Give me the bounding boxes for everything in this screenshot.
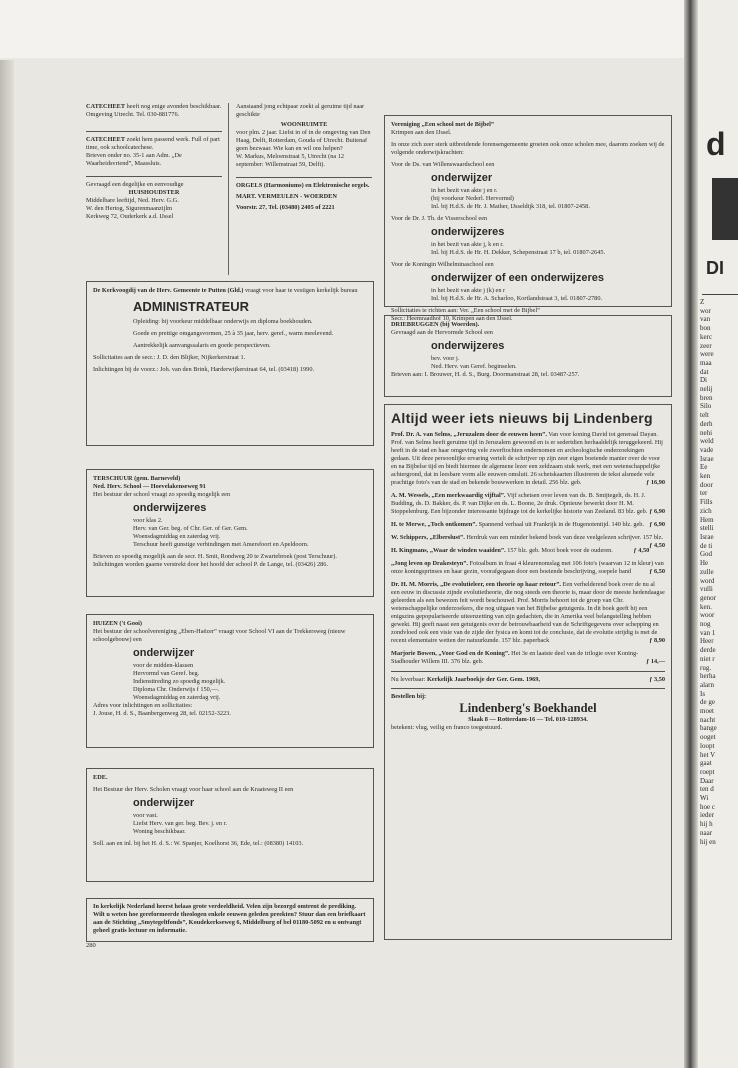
book-price: ƒ 6,50 (649, 568, 665, 575)
right-page-fragment (698, 0, 738, 1068)
ad-huishoudster-title: HUISHOUDSTER (128, 189, 180, 196)
right-page-line: vulli (700, 585, 713, 594)
book-price: ƒ 8,90 (649, 637, 665, 644)
right-page-line: were (700, 350, 714, 359)
right-page-line: word (700, 576, 715, 585)
ad-lindenberg-boekhandel: Altijd weer iets nieuws bij Lindenberg Prof. Dr. A. van Selms, „Jeruzalem door de eeuwen heen”. Van voor koning David tot generaal Dayan. Prof. van Selms heeft geruime tijd in Jeruzalem gewoond en is er sedertdien herhaaldelijk teruggekeerd. Hij heeft in de stad en haar omgeving vele zwerftochten ondernomen en archeologische onderzoekingen gedaan. Uit deze persoonlijke ervaring vertelt de schrijver op zijn zeer eigen boeiende manier over de voor en na Bijbelse tijd en biedt hiermee de algemene lezer een zeldzaam stuk werk, met een wetenschappelijke achtergrond, dat in leesbare vorm alle eeuwen omsluit. 26 schetskaarten illustreren de tekst alsmede vele prachtige foto's van de stad en bekende bouwwerken in detail. 256 blz. geb. ƒ 16,90 A. M. Wessels, „Een merkwaardig vijftal”. Vijf schetsen over leven van ds. B. Smijtegelt, ds. H. J. Budding, ds. D. Bakker, ds. P. van Dijke en ds. L. Boone, 2e druk. Opnieuw bewerkt door H. M. Stoppelenburg. Een bijzonder interessante bijdrage tot de kerkelijke historie van Zeeland. 83 blz. geb. ƒ 6,90 H. te Merwe, „Toch ontkomen”. Spannend verhaal uit Frankrijk in de Hugenotentijd. 140 blz. geb. ƒ 6,90 W. Schippers, „Elberslust”. Herdruk van een minder bekend boek van deze veelgelezen schrijver. 157 blz. ƒ 4,50 H. Kingmans, „Waar de winden waaiden”. 157 blz. geb. Mooi boek voor de ouderen. ƒ 4,50 „Jong leven op Drakesteyn”. Fotoalbum in fraai 4 kleurenomslag met 106 foto's (waarvan 12 in kleur) van onze koningsprinses en haar gezin, voorafgegaan door een boeiende beschrijving, soepele band ƒ 6,50 Dr. H. M. Morris, „De evolutieleer, een theorie op haar retour”. Een verhelderend boek over de nu al een eeuw in discussie zijnde evolutietheorie, die nog steeds een theorie is, maar door de meeste hedendaagse geleerden als een bewezen feit wordt beschouwd. Prof. Morris behoort tot de groep van Chr. wetenschappelijke onderzoekers, die nog uitgaan van het Bijbelse getuigenis. In dit boek geeft hij een enigszins gepopulariseerde uiteenzetting van zijn gedachten, die in Amerika veel belangstelling hebben gewekt. Hij geeft naast een getuigenis over de betrouwbaarheid van de Schriftgegevens over schepping en zondvloed ook een visie van de zijde der fysica en komt tot de conclusie, dat de evolutie strijdig is met de recent elementaire wetten der natuurkunde. 157 blz. paperback ƒ 8,90 Marjorie Bowen, „Voor God en de Koning”. Het 3e en laatste deel van de trilogie over Koning-Stadhouder Willem III. 376 blz. geb. ƒ 14,— Nu leverbaar: Kerkelijk Jaarboekje der Ger. Gem. 1969, ƒ 3,50 Bestellen bij: Lindenberg's Boekhandel Slaak 8 — Rotterdam-16 — Tel. 010-128934. betekent: vlug, veilig en franco toegestuurd. (384, 404, 672, 940)
ad-orgels-name: MART. VERMEULEN - WOERDEN (236, 193, 337, 200)
right-page-line: nehi (700, 428, 713, 437)
right-page-line: roept (700, 767, 715, 776)
right-page-line: stelli (700, 524, 714, 533)
lindenberg-book-item: H. te Merwe, „Toch ontkomen”. Spannend verhaal uit Frankrijk in de Hugenotentijd. 140 blz. geb. ƒ 6,90 (391, 521, 665, 528)
right-page-line: Ee (700, 463, 708, 472)
right-page-line: alarn (700, 680, 714, 689)
ad-putten-administrateur: De Kerkvoogdij van de Herv. Gemeente te Putten (Gld.) vraagt voor haar te vestigen kerkelijk bureau ADMINISTRATEUR Opleiding: bij voorkeur middelbaar onderwijs en diploma boekhouden. Goede en prettige omgangsvormen, 25 à 35 jaar, herv. geref., warm meelevend. Aantrekkelijk aanvangssalaris en goede perspectieven. Sollicitaties aan de secr.: J. D. den Blijker, Nijkerkerstraat 1. Inlichtingen bij de voorz.: Joh. van den Brink, Harderwijkerstraat 64, tel. (03418) 1990. (86, 281, 374, 446)
right-page-subheading: DI (706, 258, 724, 278)
right-page-line: wor (700, 306, 711, 315)
right-page-line: zulle (700, 567, 714, 576)
right-page-line: gaat (700, 759, 712, 768)
right-page-line: kerc (700, 332, 713, 341)
ad-putten-p4: Sollicitaties aan de secr.: J. D. den Blijker, Nijkerkerstraat 1. (93, 354, 246, 361)
small-ads-col2 (236, 103, 372, 212)
right-page-line: Heer (700, 637, 714, 646)
scan-top-margin (0, 0, 738, 58)
ad-putten-p3: Aantrekkelijk aanvangssalaris en goede perspectieven. (133, 342, 271, 349)
right-page-line: dat (700, 367, 709, 376)
right-page-line: loopt (700, 741, 715, 750)
ad-terschuur-title: onderwijzeres (133, 502, 207, 514)
lindenberg-shop-address: Slaak 8 — Rotterdam-16 — Tel. 010-128934. (468, 716, 588, 723)
ad-catecheet-2-brieven: Brieven onder no. 35-1 aan Adm. „De Waarheidsvriend”, Maassluis. (86, 152, 182, 167)
ad-catecheet-1: CATECHEET heeft nog enige avonden beschikbaar. Omgeving Utrecht. Tel. 030-881776. (86, 103, 222, 118)
right-page-line: door (700, 480, 713, 489)
right-page-heading: d (706, 126, 726, 162)
book-price: ƒ 14,— (646, 658, 665, 665)
ad-catecheet-2: CATECHEET zoekt hem passend werk. Full of part time, ook schoolcatechese. (86, 136, 220, 151)
ad-driebruggen-title: onderwijzeres (431, 340, 505, 352)
right-page-line: rug. (700, 663, 712, 672)
lindenberg-title: Altijd weer iets nieuws bij Lindenberg (391, 410, 653, 426)
lindenberg-book-item: H. Kingmans, „Waar de winden waaiden”. 157 blz. geb. Mooi boek voor de ouderen. ƒ 4,50 (391, 547, 650, 554)
lindenberg-book-item: W. Schippers, „Elberslust”. Herdruk van een minder bekend boek van deze veelgelezen schrijver. 157 blz. ƒ 4,50 (391, 534, 665, 549)
right-page-line: ieder (700, 811, 714, 820)
ad-huishoudster-line: Middelbare leeftijd, Ned. Herv. G.G. (86, 197, 179, 204)
right-page-line: zeer (700, 341, 712, 350)
book-price: ƒ 6,90 (649, 521, 665, 528)
right-page-line: Israe (700, 454, 714, 463)
ad-huishoudster-line: Kerkweg 72, Ouderkerk a.d. IJssel (86, 213, 174, 220)
right-page-line: de ge (700, 698, 715, 707)
right-page-line: nacht (700, 715, 716, 724)
column-divider (228, 103, 229, 275)
right-page-line: Fills (700, 498, 713, 507)
ad-putten-title: ADMINISTRATEUR (133, 299, 250, 314)
ad-woonruimte-intro: Aanstaand jong echtpaar zoekt al geruime tijd naar geschikte (236, 103, 365, 118)
right-page-line: Israe (700, 532, 714, 541)
right-page-line: God (700, 550, 713, 559)
lindenberg-book-item: „Jong leven op Drakesteyn”. Fotoalbum in fraai 4 kleurenomslag met 106 foto's (waarvan 12 in kleur) van onze koningsprinses en haar gezin, voorafgegaan door een boeiende beschrijving, soepele band ƒ 6,50 (391, 560, 665, 575)
small-ads-col1 (86, 103, 222, 221)
right-page-line: bren (700, 393, 713, 402)
lindenberg-book-item: Marjorie Bowen, „Voor God en de Koning”. Het 3e en laatste deel van de trilogie over Koning-Stadhouder Willem III. 376 blz. geb. ƒ 14,— (391, 650, 665, 665)
right-page-line: bange (700, 724, 717, 733)
ad-woonruimte-text: voor plm. 2 jaar. Liefst in of in de omgeving van Den Haag, Delft, Rotterdam, Gouda of Utrecht. Buitenaf geen bezwaar. Wie kan en wil ons helpen? (236, 129, 371, 152)
right-page-line: woor (700, 611, 715, 620)
right-page-line: He (700, 559, 709, 568)
right-page-line: ken. (700, 602, 712, 611)
book-price: ƒ 4,50 (633, 547, 650, 554)
lindenberg-book-list (391, 431, 665, 666)
ad-krimpen-title-3: onderwijzer of een onderwijzeres (431, 272, 604, 284)
right-page-line: hij h (700, 820, 713, 829)
ad-driebruggen: DRIEBRUGGEN (bij Woerden). Gevraagd aan de Hervormde School een onderwijzeres bev. voor j. Ned. Herv. van Geref. beginselen. Brieven aan: I. Brouwer, H. d. S., Burg. Doormanstraat 28, tel. 03487-257. (384, 315, 672, 397)
right-page-line: telt (700, 411, 709, 420)
ad-orgels-address: Voorstr. 27, Tel. (03480) 2405 of 2221 (236, 204, 335, 211)
ad-putten-p2: Goede en prettige omgangsvormen, 25 à 35 jaar, herv. geref., warm meelevend. (133, 330, 334, 337)
right-page-line: ooget (700, 733, 716, 742)
right-page-line: naar (700, 828, 713, 837)
right-page-line: Di (700, 376, 707, 385)
lindenberg-book-item: A. M. Wessels, „Een merkwaardig vijftal”. Vijf schetsen over leven van ds. B. Smijtegelt, ds. H. J. Budding, ds. D. Bakker, ds. P. van Dijke en ds. L. Boone, 2e druk. Opnieuw bewerkt door H. M. Stoppelenburg. Een bijzonder interessante bijdrage tot de kerkelijke historie van Zeeland. 83 blz. geb. ƒ 6,90 (391, 492, 665, 515)
right-page-line: Daar (700, 776, 714, 785)
right-page-line: ken (700, 472, 711, 481)
right-page-line: weld (700, 437, 714, 446)
right-page-line: hij en (700, 837, 716, 846)
right-page-line: het V (700, 750, 716, 759)
right-page-line: de ti (700, 541, 713, 550)
right-page-line: niet r (700, 654, 715, 663)
book-price: ƒ 4,50 (649, 542, 665, 549)
ad-ede-title: onderwijzer (133, 797, 195, 809)
right-page-text (700, 298, 717, 846)
right-page-line: Z (700, 298, 705, 306)
lindenberg-shop-name: Lindenberg's Boekhandel (459, 701, 597, 715)
lindenberg-book-item: Dr. H. M. Morris, „De evolutieleer, een theorie op haar retour”. Een verhelderend boek over de nu al een eeuw in discussie zijnde evolutietheorie, die nog steeds een theorie is, maar door de meeste hedendaagse geleerden als een bewezen feit wordt beschouwd. Prof. Morris behoort tot de groep van Chr. wetenschappelijke onderzoekers, die nog uitgaan van het Bijbelse getuigenis. In dit boek geeft hij een enigszins gepopulariseerde uiteenzetting van zijn gedachten, die in Amerika veel belangstelling hebben gewekt. Hij geeft naast een getuigenis over de betrouwbaarheid van de Schriftgegevens over schepping en zondvloed ook een visie van de zijde der fysica en komt tot de conclusie, dat de evolutie strijdig is met de recent elementaire wetten der natuurkunde. 157 blz. paperback ƒ 8,90 (391, 581, 665, 644)
right-page-line: bon (700, 324, 711, 333)
right-page-line: nog (700, 620, 711, 629)
right-page-line: derh (700, 419, 713, 428)
ad-krimpen-school: Vereniging „Een school met de Bijbel” Krimpen aan den IJssel. In onze zich zeer sterk uitbreidende forensengemeente groeien ook onze scholen mee, daarom zoeken wij de volgende onderwijskrachten: Voor de Ds. van Willenswaardschool een onderwijzer in het bezit van akte j en r. (bij voorkeur Nederl. Hervormd) Inl. bij H.d.S. de Hr. J. Mather, IJsseldijk 318, tel. 01807-2458. Voor de Dr. J. Th. de Visserschool een onderwijzeres in het bezit van akte j, k en r. Inl. bij H.d.S. de Hr. H. Dekker, Schepenstraat 17 b, tel. 01807-2645. Voor de Koningin Wilhelminaschool een onderwijzer of een onderwijzeres in het bezit van akte j (k) en r Inl. bij H.d.S. de Hr. A. Scharloo, Kortlandstraat 3, tel. 01807-2780. Sollicitaties te richten aan: Ver. „Een school met de Bijbel” Secr.: Heemraadhof 10, Krimpen aan den IJssel. (384, 115, 672, 307)
right-page-line: ter (700, 489, 708, 498)
right-page-line: nelij (700, 385, 713, 394)
lindenberg-leverbaar: Nu leverbaar: Kerkelijk Jaarboekje der Ger. Gem. 1969, ƒ 3,50 (391, 676, 665, 683)
ad-woonruimte-title: WOONRUIMTE (280, 121, 328, 128)
lindenberg-book-item: Prof. Dr. A. van Selms, „Jeruzalem door de eeuwen heen”. Van voor koning David tot generaal Dayan. Prof. van Selms heeft geruime tijd in Jeruzalem gewoond en is er sedertdien herhaaldelijk teruggekeerd. Hij heeft in de stad en haar omgeving vele zwerftochten ondernomen en archeologische onderzoekingen gedaan. Uit deze persoonlijke ervaring vertelt de schrijver op zijn zeer eigen boeiende manier over de voor en na Bijbelse tijd en biedt hiermee de algemene lezer een zeldzaam stuk werk, met een wetenschappelijke achtergrond, dat in leesbare vorm alle eeuwen omsluit. 26 schetskaarten illustreren de tekst alsmede vele prachtige foto's van de stad en bekende bouwwerken in detail. 256 blz. geb. ƒ 16,90 (391, 431, 665, 486)
ad-putten-p5: Inlichtingen bij de voorz.: Joh. van den Brink, Harderwijkerstraat 64, tel. (03418) 1990. (93, 366, 315, 373)
right-page-line: moet (700, 707, 714, 716)
right-page-line: Silo (700, 402, 712, 411)
ad-putten-p1: Opleiding: bij voorkeur middelbaar onderwijs en diploma boekhouden. (133, 318, 313, 325)
page-number: 280 (86, 942, 96, 949)
ad-huishoudster-intro: Gevraagd een degelijke en eenvoudige (86, 181, 184, 188)
ad-orgels-title: ORGELS (Harmoniums) en Elektronische orgels. (236, 182, 370, 189)
ad-krimpen-title-2: onderwijzeres (431, 226, 505, 238)
right-page-line: ten d (700, 785, 714, 794)
ad-ede: EDE. Het Bestuur der Herv. Scholen vraagt voor haar school aan de Kraatsweg II een onderwijzer voor vast. Liefst Herv. van ger. beg. Bev. j. en r. Woning beschikbaar. Soll. aan en inl. bij het H. d. S.: W. Spanjer, Koelhorst 36, Ede, tel.: (08380) 14103. (86, 768, 374, 882)
right-page-line: herha (700, 672, 716, 681)
right-page-line: zich (700, 506, 712, 515)
right-page-photo (712, 178, 738, 240)
page-spine-shadow (0, 60, 14, 1068)
ad-terschuur: TERSCHUUR (gem. Barneveld) Ned. Herv. School — Hoevelakenseweg 91 Het bestuur der school vraagt zo spoedig mogelijk een onderwijzeres voor klas 2. Herv. van Ger. beg. of Chr. Ger. of Ger. Gem. Woensdagmiddag en zaterdag vrij. Terschuur heeft gunstige verbindingen met Amersfoort en Apeldoorn. Brieven zo spoedig mogelijk aan de secr. H. Smit, Rondweg 20 te Zwartebroek (post Terschuur). Inlichtingen worden gaarne verstrekt door het hoofd der school P. de Lange, tel. (03426) 286. (86, 469, 374, 597)
right-page-line: hoe c (700, 802, 715, 811)
right-page-line: maa (700, 358, 712, 367)
right-page-line: van (700, 315, 711, 324)
right-page-line: van 1 (700, 628, 716, 637)
ad-krimpen-title-1: onderwijzer (431, 172, 493, 184)
right-page-line: derde (700, 646, 716, 655)
ad-woonruimte-contact: W. Markus, Meloenstraat 5, Utrecht (na 12 september: Willemstraat 59, Delft). (236, 153, 345, 168)
right-page-rule (702, 294, 738, 295)
ad-huishoudster-line: W. den Hertog, Sigurenmaanzijlm (86, 205, 172, 212)
ad-smytegeltfonds: In kerkelijk Nederland heerst helaas grote verdeeldheid. Velen zijn bezorgd omtrent de prediking. Wilt u weten hoe gereformeerde theologen enkele eeuwen geleden preekten? Stuur dan een briefkaart aan de Stichting „Smytegeltfonds”, Koudekerkseweg 6, Middelburg of bel 01180-5092 en u ontvangt geheel gratis lectuur en informatie. (86, 898, 374, 942)
ad-huizen-title: onderwijzer (133, 647, 195, 659)
book-price: ƒ 6,90 (649, 508, 665, 515)
right-page-line: Wi (700, 794, 709, 803)
right-page-line: genor (700, 593, 716, 602)
right-page-line: Hem (700, 515, 714, 524)
book-gutter (684, 0, 698, 1068)
ad-huizen: HUIZEN ('t Gooi) Het bestuur der schoolvereniging „Eben-Haëzer” vraagt voor School VI aan de Trekkersweg (nieuw schoolgebouw) een onderwijzer voor de midden-klassen Hervormd van Geref. beg. Indiensttreding zo spoedig mogelijk. Diploma Chr. Onderwijs f 150,—. Woensdagmiddag en zaterdag vrij. Adres voor inlichtingen en sollicitaties: J. Jouse, H. d. S., Baanbergenweg 28, tel. 02152-3223. (86, 614, 374, 748)
book-price: ƒ 16,90 (646, 479, 665, 486)
right-page-line: Is (700, 689, 706, 698)
right-page-line: vade (700, 445, 714, 454)
